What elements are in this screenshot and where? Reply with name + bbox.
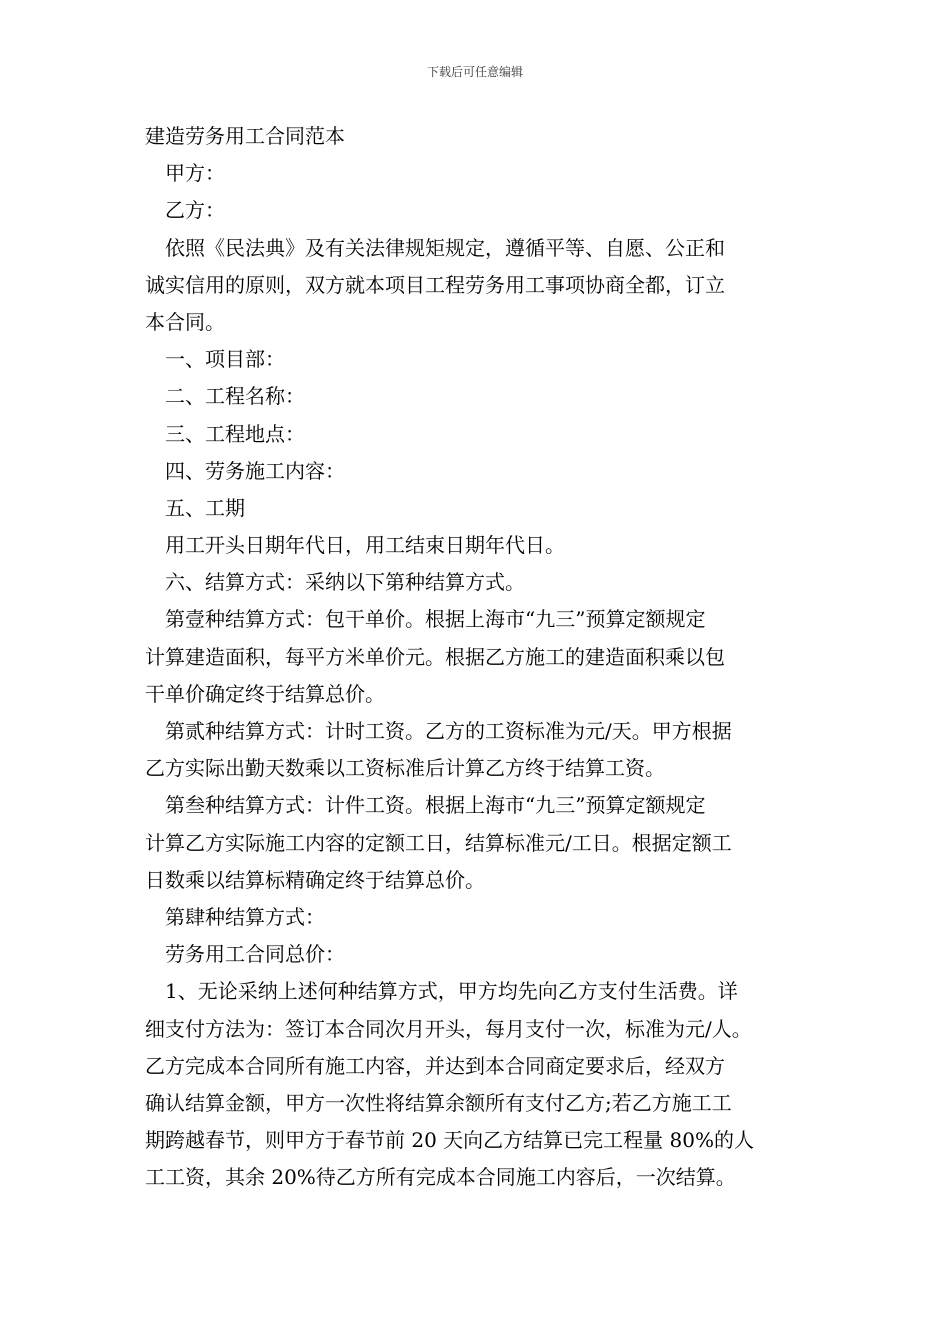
text-line: 干单价确定终于结算总价。 — [145, 681, 385, 706]
text-line: 日数乘以结算标精确定终于结算总价。 — [145, 867, 485, 892]
text-line: 期跨越春节，则甲方于春节前 20 天向乙方结算已完工程量 80%的人 — [145, 1128, 754, 1153]
section-project-dept: 一、项目部： — [165, 347, 285, 372]
section-duration: 五、工期 — [165, 495, 245, 520]
party-a-line: 甲方： — [165, 161, 225, 186]
section-project-location: 三、工程地点： — [165, 421, 305, 446]
text-line: 确认结算金额，甲方一次性将结算余额所有支付乙方;若乙方施工工 — [145, 1090, 732, 1115]
party-b-line: 乙方： — [165, 198, 225, 223]
text-line: 乙方实际出勤天数乘以工资标准后计算乙方终于结算工资。 — [145, 756, 665, 781]
text-line: 劳务用工合同总价： — [165, 942, 345, 967]
text-line: 本合同。 — [145, 309, 225, 334]
text-line: 计算建造面积，每平方米单价元。根据乙方施工的建造面积乘以包 — [145, 644, 725, 669]
text-line: 诚实信用的原则，双方就本项目工程劳务用工事项协商全都，订立 — [145, 272, 725, 297]
text-line: 1、无论采纳上述何种结算方式，甲方均先向乙方支付生活费。详 — [165, 979, 738, 1004]
text-line: 第叁种结算方式：计件工资。根据上海市“九三”预算定额规定 — [165, 793, 706, 818]
document-body — [145, 118, 810, 1196]
text-line: 第肆种结算方式： — [165, 904, 325, 929]
section-project-name: 二、工程名称： — [165, 384, 305, 409]
page-header: 下载后可任意编辑 — [426, 65, 523, 79]
text-line: 乙方完成本合同所有施工内容，并达到本合同商定要求后，经双方 — [145, 1053, 725, 1078]
text-line: 工工资，其余 20%待乙方所有完成本合同施工内容后，一次结算。 — [145, 1165, 736, 1190]
text-line: 依照《民法典》及有关法律规矩规定，遵循平等、自愿、公正和 — [165, 235, 725, 260]
text-line: 第贰种结算方式：计时工资。乙方的工资标准为元/天。甲方根据 — [165, 719, 732, 743]
text-line: 第壹种结算方式：包干单价。根据上海市“九三”预算定额规定 — [165, 607, 706, 632]
document-title: 建造劳务用工合同范本 — [145, 124, 345, 148]
section-settlement: 六、结算方式：采纳以下第种结算方式。 — [165, 570, 525, 595]
text-line: 计算乙方实际施工内容的定额工日，结算标准元/工日。根据定额工 — [145, 830, 732, 855]
section-labor-content: 四、劳务施工内容： — [165, 458, 345, 483]
text-line: 用工开头日期年代日，用工结束日期年代日。 — [165, 533, 565, 558]
text-line: 细支付方法为：签订本合同次月开头，每月支付一次，标准为元/人。 — [145, 1016, 752, 1041]
